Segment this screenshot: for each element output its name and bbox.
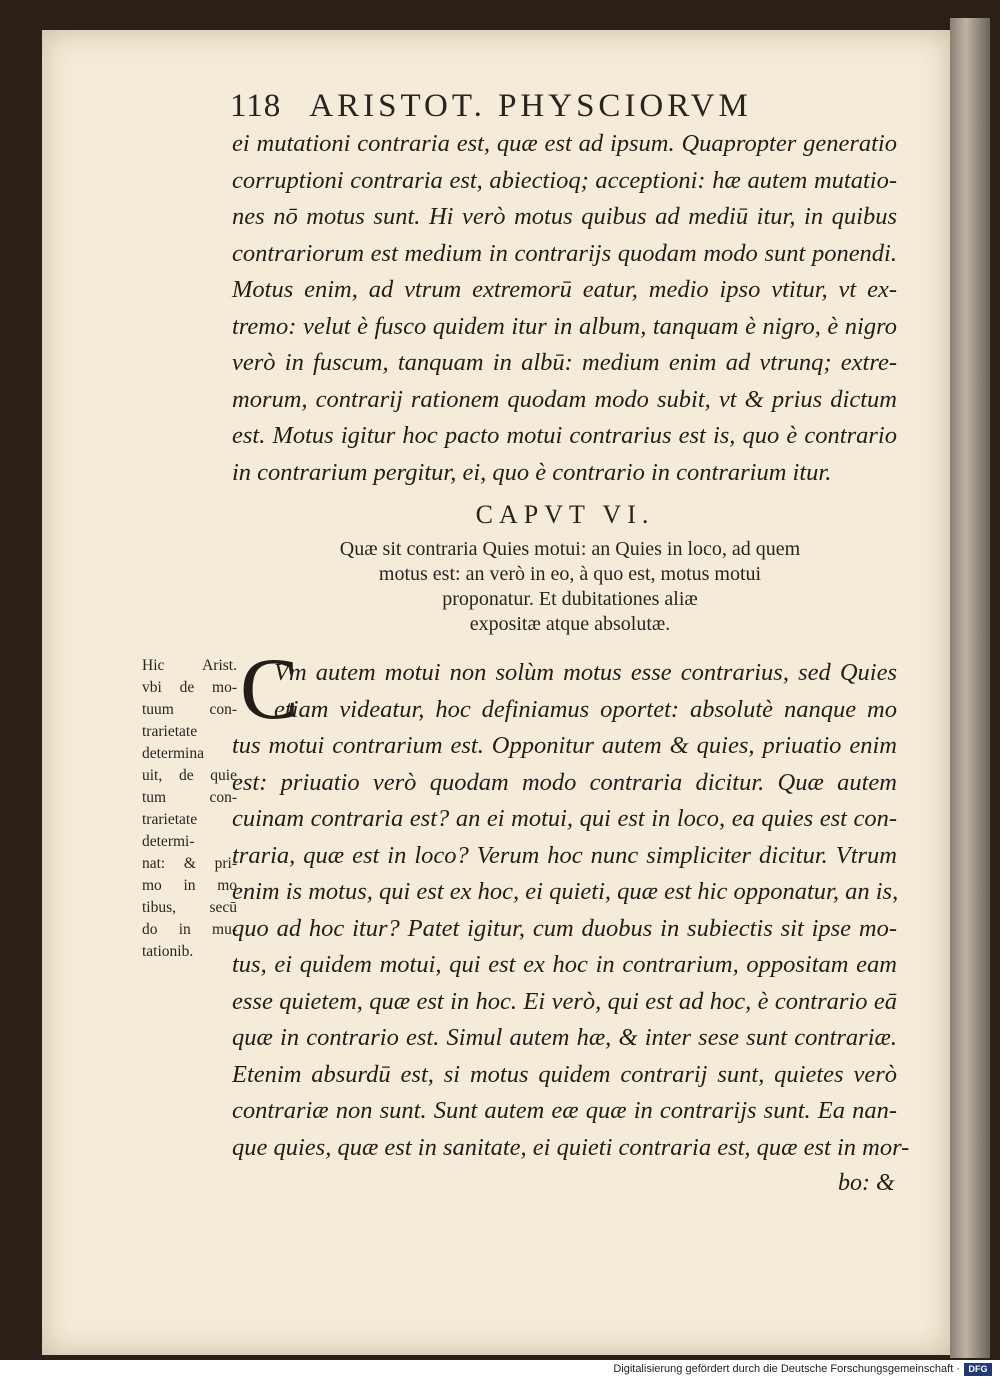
text-line: tus, ei quidem motui, qui est ex hoc in contrarium, oppositam eam [232, 951, 897, 978]
text-line: in contrarium pergitur, ei, quo è contrario in contrarium itur. [232, 458, 832, 486]
marginal-line: nat: & pri- [142, 855, 237, 872]
marginal-line: vbi de mo- [142, 679, 237, 696]
dfg-logo: DFG [964, 1363, 992, 1376]
marginal-line: tuum con- [142, 701, 237, 718]
catchword: bo: & [838, 1170, 895, 1196]
running-head [230, 88, 910, 125]
marginal-note [142, 655, 237, 963]
text-line: cuinam contraria est? an ei motui, qui est in loco, ea quies est con- [232, 805, 897, 832]
text-line: verò in fuscum, tanquam in albū: medium enim ad vtrunq; extre- [232, 349, 897, 376]
marginal-line: tationib. [142, 943, 194, 960]
text-line: est. Motus igitur hoc pacto motui contrarius est is, quo è contrario [232, 422, 897, 449]
marginal-line: uit, de quie [142, 767, 237, 784]
text-line: esse quietem, quæ est in hoc. Ei verò, qui est ad hoc, è contrario eā [232, 987, 897, 1015]
text-line: est: priuatio verò quodam modo contraria dicitur. Quæ autem [232, 768, 897, 796]
summary-line: Quæ sit contraria Quies motui: an Quies in loco, ad quem [339, 538, 801, 560]
text-line: traria, quæ est in loco? Verum hoc nunc simpliciter dicitur. Vtrum [232, 841, 897, 869]
chapter-title: CAPVT VI. [475, 500, 655, 529]
marginal-line: mo in mo [142, 877, 237, 894]
marginal-line: trarietate [142, 811, 198, 828]
marginal-line: trarietate [142, 723, 198, 740]
text-line: quæ in contrario est. Simul autem hæ, & inter sese sunt contrariæ. [232, 1024, 897, 1051]
page-edge [950, 18, 990, 1358]
text-line: etiam videatur, hoc definiamus oportet: absolutè nanque mo [274, 695, 897, 723]
drop-cap: C [240, 641, 299, 738]
summary-line: expositæ atque absolutæ. [469, 613, 671, 635]
text-line: quo ad hoc itur? Patet igitur, cum duobus in subiectis sit ipse mo- [232, 914, 897, 942]
marginal-line: Hic Arist. [142, 657, 237, 674]
text-line: tremo: velut è fusco quidem itur in album, tanquam è nigro, è nigro [232, 312, 897, 340]
page-number: 118 [230, 88, 282, 124]
top-paragraph [232, 126, 897, 491]
marginal-line: tibus, secū [142, 899, 237, 916]
text-line: contrariæ non sunt. Sunt autem eæ quæ in contrarijs sunt. Ea nan- [232, 1097, 897, 1124]
running-title: ARISTOT. PHYSCIORVM [309, 88, 752, 124]
footer-credit: Digitalisierung gefördert durch die Deutsche Forschungsgemeinschaft · [613, 1363, 960, 1375]
text-line: tus motui contrarium est. Opponitur autem & quies, priuatio enim [232, 732, 897, 759]
text-line: morum, contrarij rationem quodam modo subit, vt & prius dictum [232, 385, 897, 413]
marginal-line: determina [142, 745, 204, 762]
text-line: contrariorum est medium in contrarijs quodam modo sunt ponendi. [232, 239, 897, 267]
chapter-summary [270, 537, 870, 637]
text-line: enim is motus, qui est ex hoc, ei quieti, quæ est hic opponatur, an is, [232, 878, 899, 905]
text-line: ei mutationi contraria est, quæ est ad ipsum. Quapropter generatio [232, 130, 897, 157]
marginal-line: tum con- [142, 789, 237, 806]
text-line: Motus enim, ad vtrum extremorū eatur, medio ipso vtitur, vt ex- [232, 276, 897, 303]
summary-line: proponatur. Et dubitationes aliæ [442, 588, 698, 610]
text-line: Vm autem motui non solùm motus esse contrarius, sed Quies [274, 659, 897, 686]
text-line: que quies, quæ est in sanitate, ei quieti contraria est, quæ est in mor- [232, 1133, 910, 1161]
text-line: Etenim absurdū est, si motus quidem contrarij sunt, quietes verò [232, 1060, 897, 1088]
text-line: nes nō motus sunt. Hi verò motus quibus ad mediū itur, in quibus [232, 203, 897, 230]
marginal-line: do in mu- [142, 921, 237, 938]
marginal-line: determi- [142, 833, 195, 850]
text-line: corruptioni contraria est, abiectioq; acceptioni: hæ autem mutatio- [232, 166, 897, 194]
chapter-paragraph [232, 641, 910, 1166]
summary-line: motus est: an verò in eo, à quo est, motus motui [378, 563, 762, 585]
